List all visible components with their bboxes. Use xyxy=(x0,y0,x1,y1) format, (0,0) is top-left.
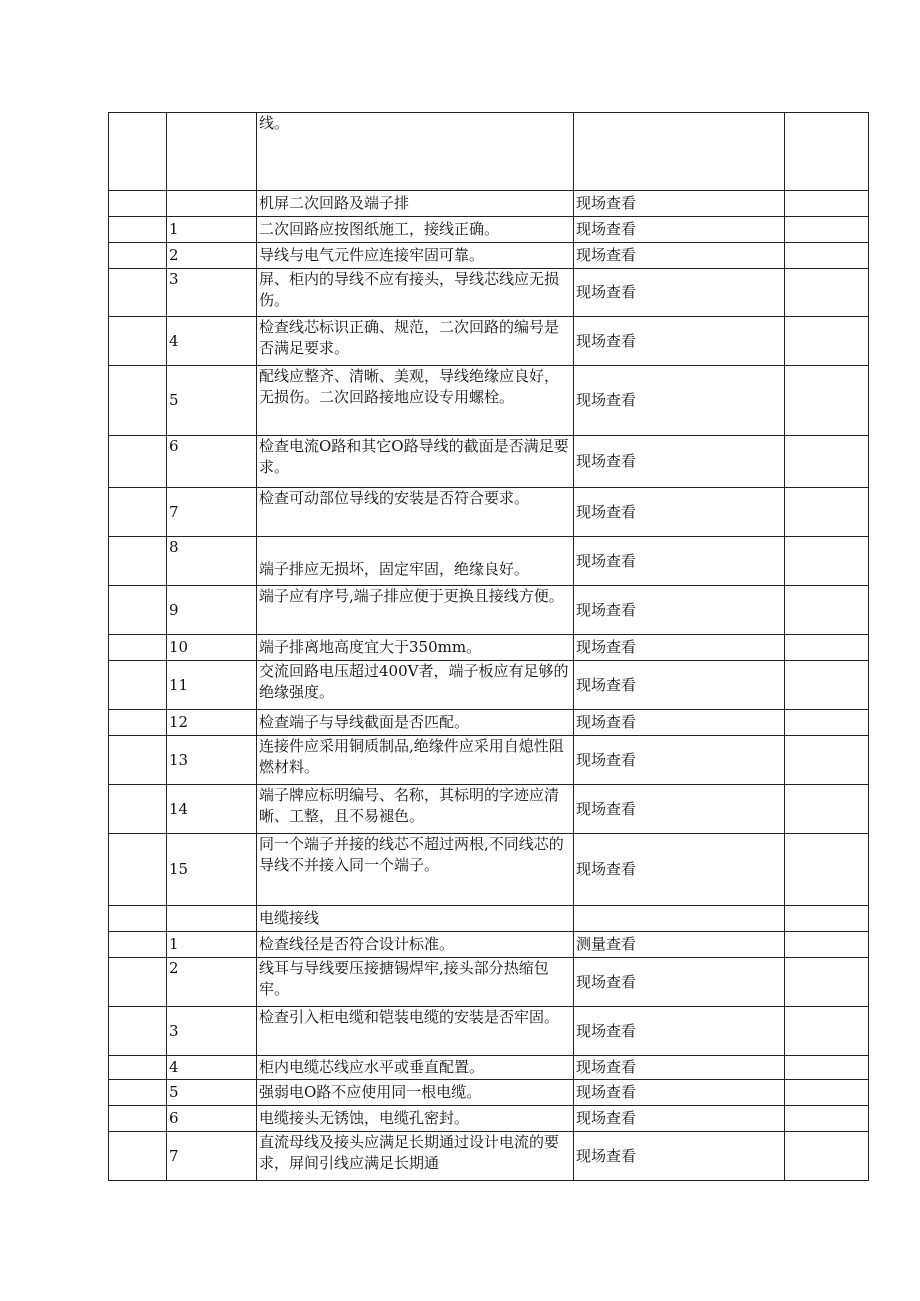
table-row xyxy=(109,366,869,436)
item-method: 测量查看 xyxy=(574,932,785,958)
section-title: 电缆接线 xyxy=(257,906,574,932)
item-content: 同一个端子并接的线芯不超过两根,不同线芯的导线不并接入同一个端子。 xyxy=(257,834,574,906)
item-content: 强弱电O路不应使用同一根电缆。 xyxy=(257,1080,574,1106)
item-method: 现场查看 xyxy=(574,269,785,317)
item-method: 现场查看 xyxy=(574,785,785,834)
item-content: 检查端子与导线截面是否匹配。 xyxy=(257,710,574,736)
item-number: 14 xyxy=(167,785,257,834)
item-method: 现场查看 xyxy=(574,1106,785,1132)
item-number: 4 xyxy=(167,1056,257,1080)
item-method: 现场查看 xyxy=(574,1056,785,1080)
item-content: 导线与电气元件应连接牢固可靠。 xyxy=(257,243,574,269)
section-header-row xyxy=(109,906,869,932)
table-row xyxy=(109,243,869,269)
item-number: 2 xyxy=(167,243,257,269)
item-method: 现场查看 xyxy=(574,1132,785,1181)
item-method: 现场查看 xyxy=(574,710,785,736)
item-content: 端子排离地高度宜大于350mm。 xyxy=(257,635,574,661)
item-content: 直流母线及接头应满足长期通过设计电流的要求，屏间引线应满足长期通 xyxy=(257,1132,574,1181)
item-content: 端子牌应标明编号、名称，其标明的字迹应清晰、工整，且不易褪色。 xyxy=(257,785,574,834)
item-content: 端子排应无损坏，固定牢固，绝缘良好。 xyxy=(257,537,574,586)
item-method: 现场查看 xyxy=(574,243,785,269)
item-method: 现场查看 xyxy=(574,661,785,710)
item-content: 连接件应采用铜质制品,绝缘件应采用自熄性阻燃材料。 xyxy=(257,736,574,785)
item-method: 现场查看 xyxy=(574,317,785,366)
item-number: 15 xyxy=(167,834,257,906)
inspection-sheet xyxy=(108,112,869,1181)
item-number: 4 xyxy=(167,317,257,366)
item-method: 现场查看 xyxy=(574,1080,785,1106)
table-row xyxy=(109,1106,869,1132)
table-row xyxy=(109,1007,869,1056)
table-row xyxy=(109,932,869,958)
table-row xyxy=(109,317,869,366)
item-number: 2 xyxy=(167,958,257,1007)
item-content: 柜内电缆芯线应水平或垂直配置。 xyxy=(257,1056,574,1080)
item-method xyxy=(574,113,785,191)
item-method: 现场查看 xyxy=(574,488,785,537)
item-method: 现场查看 xyxy=(574,366,785,436)
item-content: 配线应整齐、清晰、美观，导线绝缘应良好，无损伤。二次回路接地应设专用螺栓。 xyxy=(257,366,574,436)
category-cell xyxy=(109,113,167,191)
item-number: 7 xyxy=(167,488,257,537)
item-method: 现场查看 xyxy=(574,436,785,488)
item-number: 3 xyxy=(167,1007,257,1056)
item-content: 检查电流O路和其它O路导线的截面是否满足要求。 xyxy=(257,436,574,488)
item-content: 检查可动部位导线的安装是否符合要求。 xyxy=(257,488,574,537)
item-number: 8 xyxy=(167,537,257,586)
table-row xyxy=(109,958,869,1007)
item-content: 检查线芯标识正确、规范，二次回路的编号是否满足要求。 xyxy=(257,317,574,366)
item-content: 交流回路电压超过400V者，端子板应有足够的绝缘强度。 xyxy=(257,661,574,710)
table-row xyxy=(109,269,869,317)
item-number: 10 xyxy=(167,635,257,661)
table-row xyxy=(109,537,869,586)
table-row xyxy=(109,661,869,710)
item-method: 现场查看 xyxy=(574,217,785,243)
table-row xyxy=(109,488,869,537)
item-number: 9 xyxy=(167,586,257,635)
item-content: 屏、柜内的导线不应有接头，导线芯线应无损伤。 xyxy=(257,269,574,317)
item-content: 线。 xyxy=(257,113,574,191)
item-content: 检查线径是否符合设计标准。 xyxy=(257,932,574,958)
item-number: 5 xyxy=(167,1080,257,1106)
table-row xyxy=(109,635,869,661)
item-number: 13 xyxy=(167,736,257,785)
item-number xyxy=(167,113,257,191)
item-method: 现场查看 xyxy=(574,191,785,217)
item-content: 二次回路应按图纸施工，接线正确。 xyxy=(257,217,574,243)
item-method: 现场查看 xyxy=(574,635,785,661)
inspection-table xyxy=(108,112,869,1181)
table-row xyxy=(109,217,869,243)
item-content: 端子应有序号,端子排应便于更换且接线方便。 xyxy=(257,586,574,635)
item-number: 1 xyxy=(167,217,257,243)
table-row xyxy=(109,1080,869,1106)
item-number: 3 xyxy=(167,269,257,317)
item-number: 5 xyxy=(167,366,257,436)
item-method: 现场查看 xyxy=(574,537,785,586)
item-content: 线耳与导线要压接搪锡焊牢,接头部分热缩包牢。 xyxy=(257,958,574,1007)
item-number: 12 xyxy=(167,710,257,736)
section-title: 机屏二次回路及端子排 xyxy=(257,191,574,217)
table-row xyxy=(109,436,869,488)
section-header-row xyxy=(109,191,869,217)
item-number: 6 xyxy=(167,1106,257,1132)
table-row xyxy=(109,1132,869,1181)
table-row xyxy=(109,113,869,191)
item-method: 现场查看 xyxy=(574,586,785,635)
item-number: 6 xyxy=(167,436,257,488)
item-method: 现场查看 xyxy=(574,834,785,906)
table-row xyxy=(109,586,869,635)
item-method: 现场查看 xyxy=(574,958,785,1007)
table-row xyxy=(109,834,869,906)
item-number: 7 xyxy=(167,1132,257,1181)
item-content: 检查引入柜电缆和铠装电缆的安装是否牢固。 xyxy=(257,1007,574,1056)
item-method: 现场查看 xyxy=(574,1007,785,1056)
item-number: 1 xyxy=(167,932,257,958)
item-content: 电缆接头无锈蚀，电缆孔密封。 xyxy=(257,1106,574,1132)
remark-cell xyxy=(785,113,869,191)
table-row xyxy=(109,736,869,785)
table-row xyxy=(109,1056,869,1080)
table-row xyxy=(109,710,869,736)
table-row xyxy=(109,785,869,834)
item-number: 11 xyxy=(167,661,257,710)
item-method: 现场查看 xyxy=(574,736,785,785)
